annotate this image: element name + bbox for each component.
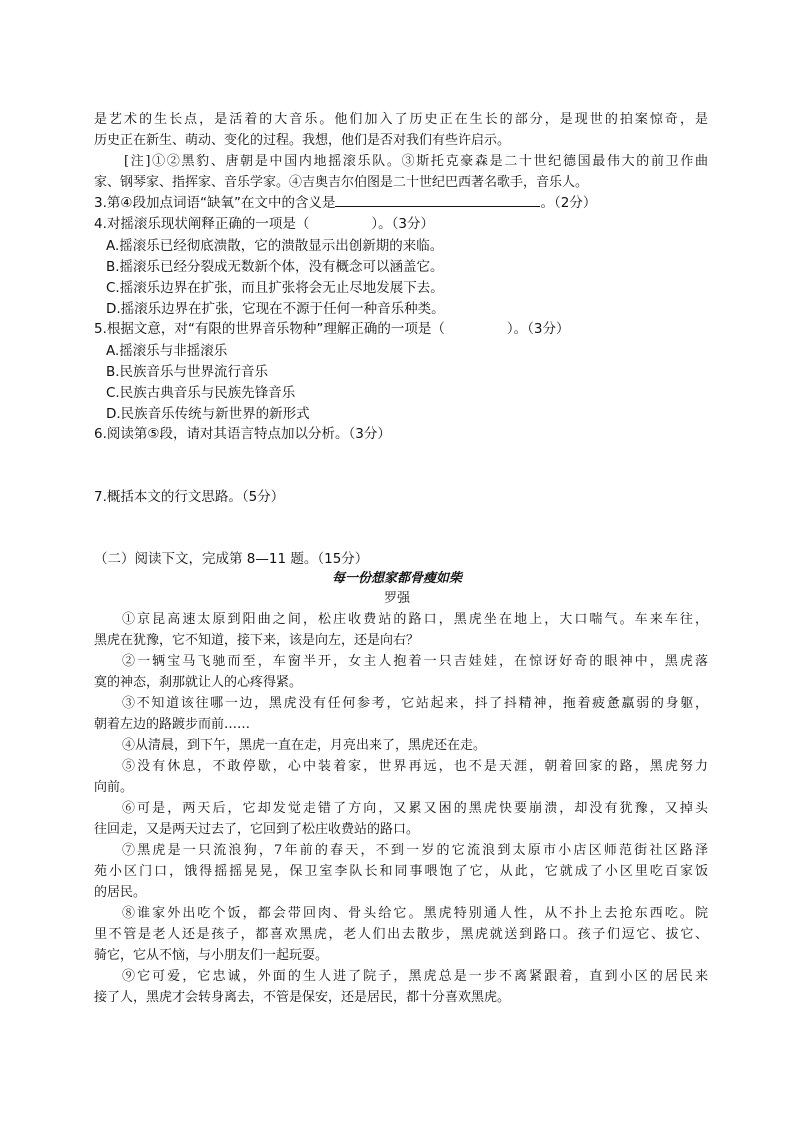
passage-line: 历史正在新生、萌动、变化的过程。我想，他们是否对我们有些许启示。: [94, 133, 511, 148]
paragraph-line: ①京昆高速太原到阳曲之间，松庄收费站的路口，黑虎坐在地上，大口喘气。车来车往，: [122, 612, 708, 627]
paragraph-line: ⑧谁家外出吃个饭，都会带回肉、骨头给它。黑虎特别通人性，从不扑上去抢东西吃。院: [122, 906, 708, 921]
question-5-text: 5.根据文意，对“有限的世界音乐物种”理解正确的一项是（: [94, 321, 445, 337]
question-3-score: 。（2分）: [540, 195, 597, 211]
paragraph-line: ②一辆宝马飞驰而至，车窗半开，女主人抱着一只吉娃娃，在惊讶好奇的眼神中，黑虎落: [122, 654, 708, 669]
paragraph-line: 苑小区门口，饿得摇摇晃晃，保卫室李队长和同事喂饱了它，从此，它就成了小区里吃百家饭: [94, 864, 708, 879]
option-d: D.民族音乐传统与新世界的新形式: [106, 406, 310, 422]
section-heading: （二）阅读下文，完成第 8—11 题。（15分）: [94, 551, 369, 567]
paragraph-line: ④从清晨，到下午，黑虎一直在走，月亮出来了，黑虎还在走。: [122, 738, 487, 753]
paragraph-line: ⑥可是，两天后，它却发觉走错了方向，又累又困的黑虎快要崩溃，却没有犹豫，又掉头: [122, 801, 708, 816]
article-author: 罗强: [383, 591, 410, 606]
paragraph-line: ⑨它可爱，它忠诚，外面的生人进了院子，黑虎总是一步不离紧跟着，直到小区的居民来: [122, 969, 708, 984]
paragraph-line: 骑它，它从不恼，与小朋友们一起玩耍。: [94, 948, 329, 963]
paragraph-line: 接了人，黑虎才会转身离去，不管是保安，还是居民，都十分喜欢黑虎。: [94, 990, 511, 1005]
article-title: 每一份想家都骨瘦如柴: [331, 571, 462, 586]
answer-blank-line[interactable]: [335, 194, 540, 207]
question-5-score: ）。（3分）: [506, 321, 570, 337]
question-4: [94, 214, 434, 234]
passage-line: 是艺术的生长点，是活着的大音乐。他们加入了历史正在生长的部分，是现世的拍案惊奇，是: [94, 112, 708, 127]
question-4-text: 4.对摇滚乐现状阐释正确的一项是（: [94, 216, 310, 232]
option-a: A.摇滚乐已经彻底溃散，它的溃散显示出创新期的来临。: [106, 238, 444, 254]
option-a: A.摇滚乐与非摇滚乐: [106, 343, 228, 359]
paragraph-line: 寞的神态，刹那就让人的心疼得紧。: [94, 675, 303, 690]
option-b: B.摇滚乐已经分裂成无数新个体，没有概念可以涵盖它。: [106, 259, 444, 275]
paragraph-line: ③不知道该往哪一边，黑虎没有任何参考，它站起来，抖了抖精神，拖着疲惫羸弱的身躯，: [122, 696, 708, 711]
paragraph-line: ⑦黑虎是一只流浪狗，7年前的春天，不到一岁的它流浪到太原市小店区师范街社区路泽: [122, 843, 708, 858]
question-4-score: ）。（3分）: [371, 216, 434, 232]
option-c: C.民族古典音乐与民族先锋音乐: [106, 385, 296, 401]
paragraph-line: 朝着左边的路踱步而前……: [94, 717, 251, 732]
option-b: B.民族音乐与世界流行音乐: [106, 364, 269, 380]
annotation-note: [注]①②黑豹、唐朝是中国内地摇滚乐队。③斯托克豪森是二十世纪德国最伟大的前卫作曲: [124, 154, 708, 169]
paragraph-line: 的居民。: [94, 885, 147, 900]
question-7: 7.概括本文的行文思路。（5分）: [94, 489, 285, 505]
annotation-note: 家、钢琴家、指挥家、音乐学家。④吉奥吉尔伯图是二十世纪巴西著名歌手，音乐人。: [94, 175, 589, 190]
paragraph-line: ⑤没有休息，不敢停歇，心中装着家，世界再远，也不是天涯，朝着回家的路，黑虎努力: [122, 759, 708, 774]
question-6: 6.阅读第⑤段，请对其语言特点加以分析。（3分）: [94, 426, 391, 442]
paragraph-line: 向前。: [94, 780, 134, 795]
paragraph-line: 往回走，又是两天过去了，它回到了松庄收费站的路口。: [94, 822, 420, 837]
question-3-text: 3.第④段加点词语“缺氧”在文中的含义是: [94, 195, 336, 211]
paragraph-line: 里不管是老人还是孩子，都喜欢黑虎，老人们出去散步，黑虎就送到路口。孩子们逗它、拔它、: [94, 927, 708, 942]
option-c: C.摇滚乐边界在扩张，而且扩张将会无止尽地发展下去。: [106, 280, 444, 296]
option-d: D.摇滚乐边界在扩张，它现在不源于任何一种音乐种类。: [106, 301, 445, 317]
paragraph-line: 黑虎在犹豫，它不知道，接下来，该是向左，还是向右？: [94, 633, 420, 648]
question-3: [94, 193, 596, 213]
question-5: [94, 319, 569, 339]
